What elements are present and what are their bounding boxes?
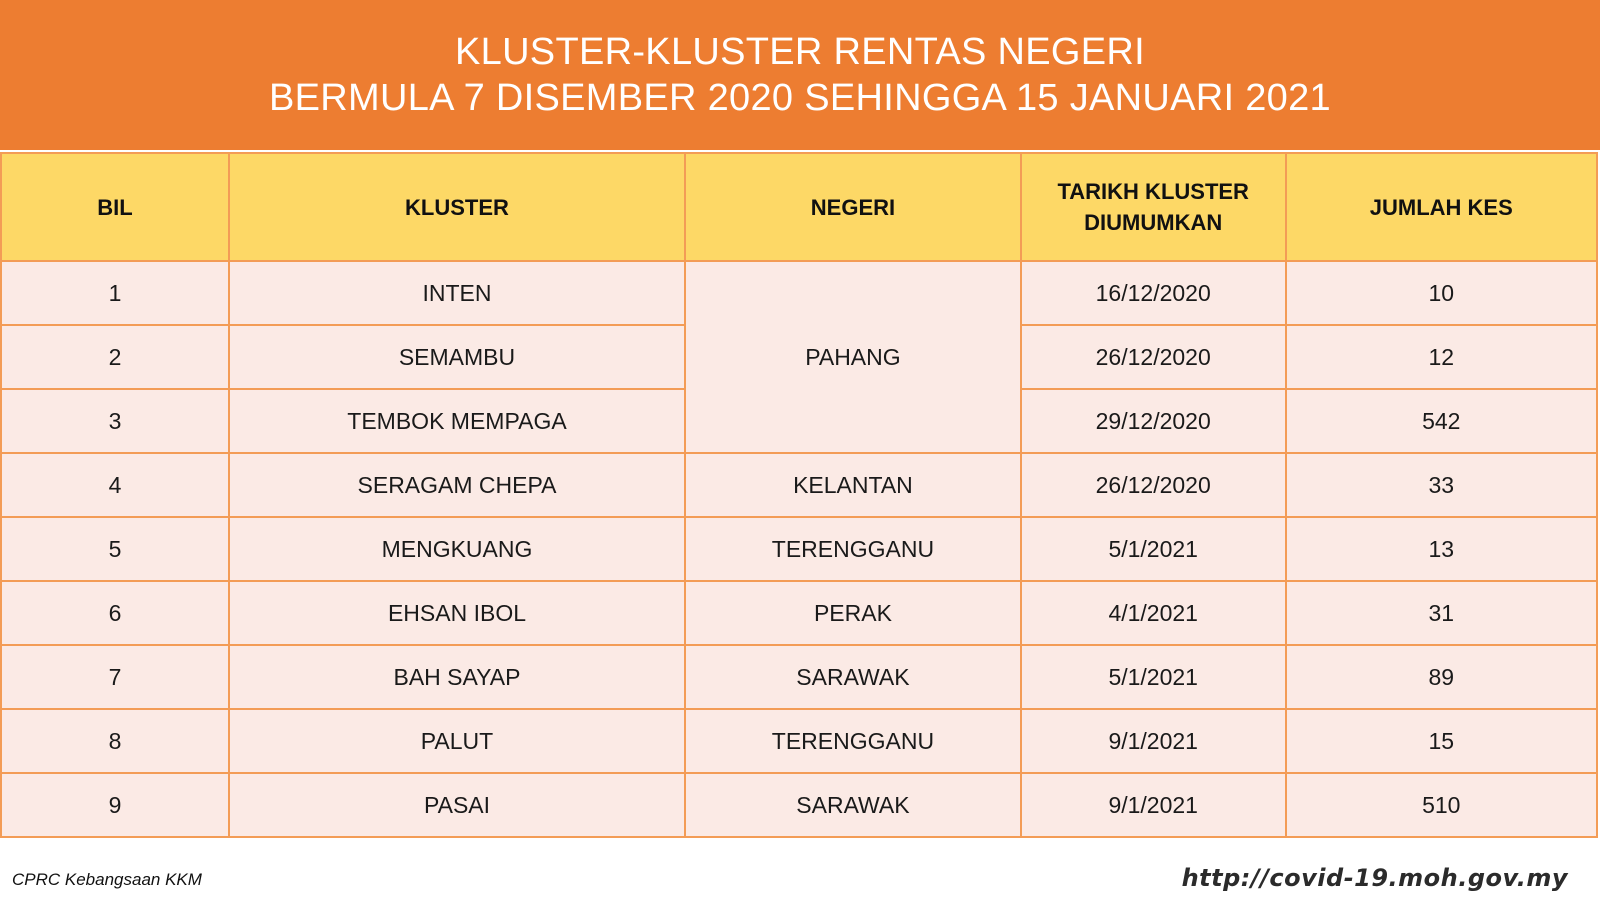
cell-tarikh: 4/1/2021 [1021,581,1286,645]
table-header-row [1,153,1597,261]
column-header-negeri: NEGERI [685,153,1021,261]
cell-jumlah: 15 [1286,709,1597,773]
cell-bil: 6 [1,581,229,645]
cell-negeri-merged: PAHANG [685,261,1021,453]
cell-kluster: PALUT [229,709,685,773]
cell-tarikh: 9/1/2021 [1021,709,1286,773]
cell-tarikh: 26/12/2020 [1021,453,1286,517]
cell-negeri: KELANTAN [685,453,1021,517]
cell-bil: 4 [1,453,229,517]
cell-bil: 1 [1,261,229,325]
table-row [1,645,1597,709]
cell-negeri: TERENGGANU [685,517,1021,581]
cell-tarikh: 9/1/2021 [1021,773,1286,837]
cell-bil: 5 [1,517,229,581]
title-line-1: KLUSTER-KLUSTER RENTAS NEGERI [454,31,1145,73]
column-header-tarikh-line1: TARIKH KLUSTER [1057,179,1249,204]
cell-kluster: MENGKUANG [229,517,685,581]
cell-kluster: PASAI [229,773,685,837]
cell-bil: 8 [1,709,229,773]
cell-jumlah: 10 [1286,261,1597,325]
cell-tarikh: 5/1/2021 [1021,517,1286,581]
cell-bil: 3 [1,389,229,453]
table-row [1,517,1597,581]
cell-bil: 7 [1,645,229,709]
table-row [1,261,1597,325]
column-header-bil: BIL [1,153,229,261]
cell-jumlah: 89 [1286,645,1597,709]
cell-jumlah: 31 [1286,581,1597,645]
cell-kluster: EHSAN IBOL [229,581,685,645]
clusters-table [0,152,1598,838]
cell-bil: 2 [1,325,229,389]
cell-jumlah: 33 [1286,453,1597,517]
column-header-tarikh [1021,153,1286,261]
column-header-jumlah: JUMLAH KES [1286,153,1597,261]
cell-tarikh: 16/12/2020 [1021,261,1286,325]
cell-jumlah: 542 [1286,389,1597,453]
cell-jumlah: 510 [1286,773,1597,837]
cell-bil: 9 [1,773,229,837]
source-credit: CPRC Kebangsaan KKM [12,870,202,889]
cell-kluster: TEMBOK MEMPAGA [229,389,685,453]
title-banner [0,0,1600,150]
cell-tarikh: 5/1/2021 [1021,645,1286,709]
cell-kluster: INTEN [229,261,685,325]
title-line-2: BERMULA 7 DISEMBER 2020 SEHINGGA 15 JANUARI 2021 [269,77,1331,119]
cell-kluster: SERAGAM CHEPA [229,453,685,517]
column-header-tarikh-line2: DIUMUMKAN [1084,210,1223,235]
website-url: http://covid-19.moh.gov.my [1181,864,1568,892]
table-row [1,453,1597,517]
table-row [1,773,1597,837]
table-row [1,709,1597,773]
cell-negeri: TERENGGANU [685,709,1021,773]
cell-kluster: BAH SAYAP [229,645,685,709]
cell-tarikh: 29/12/2020 [1021,389,1286,453]
cell-kluster: SEMAMBU [229,325,685,389]
cell-jumlah: 12 [1286,325,1597,389]
cell-negeri: SARAWAK [685,645,1021,709]
cell-negeri: PERAK [685,581,1021,645]
cell-jumlah: 13 [1286,517,1597,581]
table-row [1,581,1597,645]
cell-tarikh: 26/12/2020 [1021,325,1286,389]
cell-negeri: SARAWAK [685,773,1021,837]
column-header-kluster: KLUSTER [229,153,685,261]
